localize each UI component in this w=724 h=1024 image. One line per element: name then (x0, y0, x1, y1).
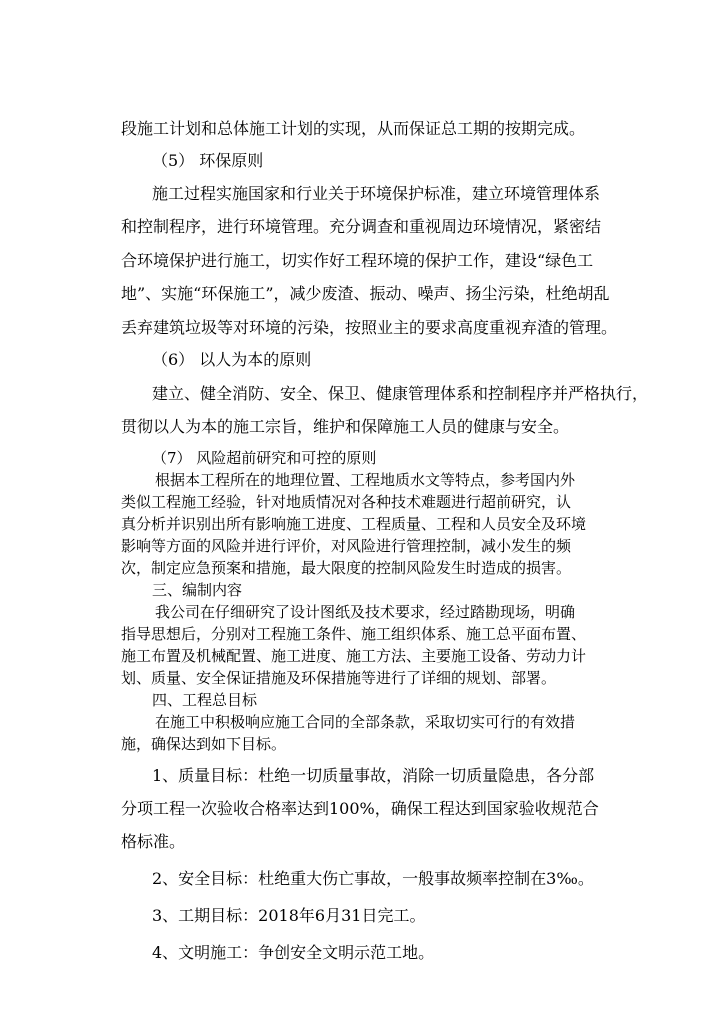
paragraph-line: 建立、健全消防、安全、保卫、健康管理体系和控制程序并严格执行， (152, 384, 649, 403)
goal-item: 4、文明施工：争创安全文明示范工地。 (152, 943, 435, 962)
paragraph-line: 丢弃建筑垃圾等对环境的污染，按照业主的要求高度重视弃渣的管理。 (121, 318, 618, 337)
paragraph-line: 次，制定应急预案和措施，最大限度的控制风险发生时造成的损害。 (121, 559, 572, 577)
paragraph-line: 和控制程序，进行环境管理。充分调查和重视周边环境情况，紧密结 (121, 217, 602, 236)
paragraph-line: 施工布置及机械配置、施工进度、施工方法、主要施工设备、劳动力计 (121, 647, 587, 665)
section-heading: （6） 以人为本的原则 (152, 350, 312, 369)
paragraph-line: 分项工程一次验收合格率达到100%，确保工程达到国家验收规范合 (121, 799, 599, 818)
paragraph-line: 施，确保达到如下目标。 (121, 735, 287, 753)
paragraph-line: 格标准。 (121, 832, 186, 851)
paragraph-line: 施工过程实施国家和行业关于环境保护标准，建立环境管理体系 (152, 184, 601, 203)
paragraph-line: 划、质量、安全保证措施及环保措施等进行了详细的规划、部署。 (121, 669, 557, 687)
section-heading: 四、工程总目标 (152, 691, 258, 709)
paragraph-line: 地”、实施“环保施工”，减少废渣、振动、噪声、扬尘污染，杜绝胡乱 (121, 284, 610, 303)
paragraph-line: 段施工计划和总体施工计划的实现，从而保证总工期的按期完成。 (121, 119, 586, 138)
paragraph-line: 贯彻以人为本的施工宗旨，维护和保障施工人员的健康与安全。 (121, 417, 570, 436)
paragraph-line: 我公司在仔细研究了设计图纸及技术要求，经过踏勘现场，明确 (155, 603, 576, 621)
goal-item: 2、安全目标：杜绝重大伤亡事故，一般事故频率控制在3‰。 (152, 869, 594, 888)
paragraph-line: 类似工程施工经验，针对地质情况对各种技术难题进行超前研究，认 (121, 493, 572, 511)
section-heading: （5） 环保原则 (152, 151, 264, 170)
section-heading: 三、编制内容 (152, 581, 243, 599)
goal-item: 1、质量目标：杜绝一切质量事故，消除一切质量隐患，各分部 (152, 766, 595, 785)
paragraph-line: 指导思想后，分别对工程施工条件、施工组织体系、施工总平面布置、 (121, 625, 587, 643)
paragraph-line: 合环境保护进行施工，切实作好工程环境的保护工作，建设“绿色工 (121, 251, 594, 270)
paragraph-line: 在施工中积极响应施工合同的全部条款，采取切实可行的有效措 (155, 713, 576, 731)
paragraph-line: 根据本工程所在的地理位置、工程地质水文等特点，参考国内外 (155, 471, 576, 489)
paragraph-line: 真分析并识别出所有影响施工进度、工程质量、工程和人员安全及环境 (121, 515, 587, 533)
goal-item: 3、工期目标：2018年6月31日完工。 (152, 906, 426, 925)
section-heading: （7） 风险超前研究和可控的原则 (152, 449, 377, 467)
paragraph-line: 影响等方面的风险并进行评价，对风险进行管理控制，减小发生的频 (121, 537, 572, 555)
